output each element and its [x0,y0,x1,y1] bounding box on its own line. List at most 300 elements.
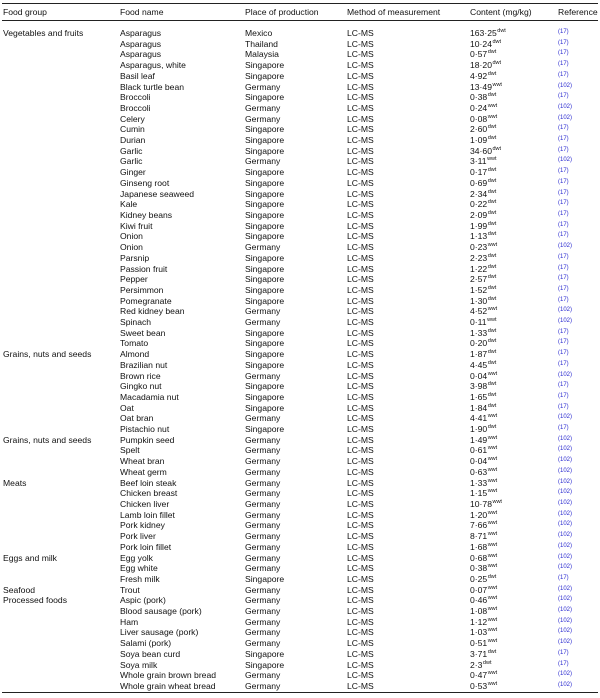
method-cell: LC-MS [347,424,374,435]
method-cell: LC-MS [347,60,374,71]
table-row [0,49,600,60]
place-cell: Singapore [245,381,285,392]
reference-link[interactable]: (102) [558,114,573,121]
header-food-name: Food name [120,7,164,17]
content-unit: wwt [487,606,498,613]
content-value: 2·60 [470,124,488,135]
content-cell [470,253,496,263]
content-unit: dwt [497,28,506,34]
food-name-cell: Garlic [120,156,143,167]
reference-link[interactable]: (17) [558,253,569,260]
reference-link[interactable]: (102) [558,596,573,603]
reference-link[interactable]: (17) [558,360,569,367]
content-value: 1·90 [470,424,488,435]
table-row [0,649,600,660]
food-name-cell: Oat [120,402,134,413]
reference-link[interactable]: (102) [558,553,573,560]
content-unit: dwt [487,209,497,216]
content-cell [470,638,497,648]
reference-link[interactable]: (17) [558,350,569,357]
table-row [0,499,600,510]
place-cell: Germany [245,595,281,606]
reference-link[interactable]: (102) [558,157,573,164]
reference-link[interactable]: (102) [558,457,573,464]
content-value: 1·09 [470,135,488,146]
place-cell: Singapore [245,145,285,156]
content-unit: wwt [487,563,498,570]
food-name-cell: Kiwi fruit [120,220,153,231]
food-group-cell: Vegetables and fruits [3,28,84,38]
food-name-cell: Red kidney bean [120,306,185,317]
reference-link[interactable]: (17) [558,339,569,346]
content-cell [470,317,497,327]
food-name-cell: Passion fruit [120,263,168,274]
content-unit: wwt [487,520,498,527]
food-group-cell: Meats [3,477,27,488]
table-row [0,478,600,489]
content-cell [470,392,496,402]
place-cell: Thailand [245,38,278,49]
reference-link[interactable]: (17) [558,403,569,410]
header-reference: Reference [558,7,598,17]
table-row [0,167,600,178]
content-unit: dwt [487,70,497,77]
reference-link[interactable]: (17) [558,168,569,175]
reference-link[interactable]: (102) [558,617,573,624]
place-cell: Germany [245,638,281,649]
place-cell: Singapore [245,231,285,242]
place-cell: Singapore [245,167,285,178]
content-cell [470,670,497,680]
content-cell [470,606,497,616]
place-cell: Singapore [245,659,285,670]
food-name-cell: Macadamia nut [120,391,179,402]
table-row [0,595,600,606]
table-row [0,124,600,135]
content-cell [470,82,502,92]
reference-link[interactable]: (17) [558,264,569,271]
food-name-cell: Soya bean curd [120,648,181,659]
reference-link[interactable]: (17) [558,146,569,153]
food-name-cell: Pork kidney [120,520,165,531]
method-cell: LC-MS [347,252,374,263]
content-cell [470,456,497,466]
food-name-cell: Japanese seaweed [120,188,195,199]
method-cell: LC-MS [347,670,374,681]
table-row [0,199,600,210]
table-row [0,82,600,93]
method-cell: LC-MS [347,681,374,691]
reference-link[interactable]: (17) [558,125,569,132]
content-unit: dwt [487,92,497,99]
reference-link[interactable]: (17) [558,275,569,282]
content-value: 2·23 [470,252,488,263]
reference-link[interactable]: (17) [558,425,569,432]
reference-link[interactable]: (102) [558,628,573,635]
food-name-cell: Gingko nut [120,381,162,392]
place-cell: Singapore [245,177,285,188]
content-unit: wwt [487,466,498,473]
reference-link[interactable]: (17) [558,232,569,239]
reference-link[interactable]: (102) [558,478,573,485]
content-unit: dwt [487,220,497,227]
content-unit: wwt [487,509,498,516]
reference-link[interactable]: (102) [558,489,573,496]
method-cell: LC-MS [347,445,374,456]
method-cell: LC-MS [347,220,374,231]
table-row [0,424,600,435]
content-unit: wwt [487,541,498,548]
content-unit: wwt [487,584,498,591]
content-value: 10·24 [470,38,492,49]
method-cell: LC-MS [347,477,374,488]
table-row [0,306,600,317]
content-unit: wwt [487,156,497,163]
table-row [0,114,600,125]
table-row [0,638,600,649]
content-cell [470,264,496,274]
reference-link[interactable]: (17) [558,574,569,581]
food-name-cell: Oat bran [120,413,154,424]
method-cell: LC-MS [347,520,374,531]
reference-link[interactable]: (17) [558,221,569,228]
reference-link[interactable]: (102) [558,521,573,528]
reference-link[interactable]: (102) [558,564,573,571]
reference-link[interactable]: (102) [558,243,573,250]
method-cell: LC-MS [347,38,374,49]
content-value: 1·22 [470,263,488,274]
method-cell: LC-MS [347,659,374,670]
content-unit: wwt [487,317,497,324]
reference-link[interactable]: (17) [558,29,569,35]
food-name-cell: Kale [120,199,138,210]
place-cell: Germany [245,413,281,424]
content-unit: dwt [487,338,497,345]
food-name-cell: Wheat bran [120,456,165,467]
content-cell [470,520,497,530]
table-row [0,681,600,692]
food-name-cell: Chicken breast [120,488,178,499]
content-cell [470,274,496,284]
reference-link[interactable]: (102) [558,414,573,421]
content-value: 2·57 [470,274,488,285]
table-row [0,60,600,71]
method-cell: LC-MS [347,648,374,659]
place-cell: Singapore [245,135,285,146]
reference-link[interactable]: (17) [558,210,569,217]
reference-link[interactable]: (102) [558,532,573,539]
content-value: 3·71 [470,648,488,659]
table-row [0,156,600,167]
method-cell: LC-MS [347,135,374,146]
place-cell: Germany [245,466,281,477]
food-name-cell: Chicken liver [120,499,170,510]
content-cell [470,338,496,348]
content-cell [470,189,496,199]
reference-link[interactable]: (102) [558,510,573,517]
content-unit: wwt [487,370,498,377]
content-unit: wwt [487,616,498,623]
content-value: 4·52 [470,306,488,317]
content-cell [470,210,496,220]
content-cell [470,499,502,509]
place-cell: Germany [245,627,281,638]
method-cell: LC-MS [347,509,374,520]
content-unit: dwt [487,274,497,281]
content-value: 3·11 [470,156,487,167]
reference-link[interactable]: (17) [558,189,569,196]
content-unit: wwt [487,531,498,538]
table-row [0,627,600,638]
reference-link[interactable]: (17) [558,136,569,143]
content-unit: dwt [487,424,497,431]
food-name-cell: Onion [120,231,143,242]
place-cell: Singapore [245,424,285,435]
content-unit: wwt [487,627,498,634]
place-cell: Germany [245,563,281,574]
table-row [0,660,600,671]
reference-link[interactable]: (102) [558,639,573,646]
table-row [0,328,600,339]
reference-link[interactable]: (102) [558,82,573,89]
table-row [0,585,600,596]
reference-link[interactable]: (17) [558,392,569,399]
food-name-cell: Black turtle bean [120,81,185,92]
content-value: 0·04 [470,370,488,381]
food-group-cell: Processed foods [3,595,68,606]
place-cell: Singapore [245,220,285,231]
table-row [0,349,600,360]
reference-link[interactable]: (102) [558,318,573,325]
content-value: 0·38 [470,563,488,574]
reference-link[interactable]: (17) [558,93,569,100]
table-row [0,520,600,531]
content-value: 1·03 [470,627,488,638]
content-value: 1·08 [470,606,488,617]
method-cell: LC-MS [347,327,374,338]
reference-link[interactable]: (102) [558,500,573,507]
content-value: 0·08 [470,113,488,124]
method-cell: LC-MS [347,338,374,349]
method-cell: LC-MS [347,584,374,595]
method-cell: LC-MS [347,145,374,156]
food-name-cell: Spelt [120,445,140,456]
food-name-cell: Asparagus, white [120,60,186,71]
content-cell [470,178,496,188]
content-value: 0·17 [470,167,488,178]
content-value: 1·84 [470,402,488,413]
reference-link[interactable]: (17) [558,660,569,667]
content-cell [470,488,497,498]
reference-link[interactable]: (102) [558,435,573,442]
method-cell: LC-MS [347,381,374,392]
reference-link[interactable]: (102) [558,371,573,378]
content-cell [470,71,496,81]
place-cell: Germany [245,606,281,617]
reference-link[interactable]: (17) [558,178,569,185]
content-value: 2·09 [470,209,488,220]
table-row [0,574,600,585]
content-value: 1·49 [470,434,488,445]
method-cell: LC-MS [347,552,374,563]
reference-link[interactable]: (17) [558,296,569,303]
content-unit: wwt [487,102,498,109]
table-row [0,264,600,275]
place-cell: Singapore [245,327,285,338]
reference-link[interactable]: (17) [558,382,569,389]
reference-link[interactable]: (102) [558,542,573,549]
content-cell [470,649,496,659]
content-value: 0·24 [470,102,488,113]
reference-link[interactable]: (102) [558,446,573,453]
method-cell: LC-MS [347,531,374,542]
method-cell: LC-MS [347,541,374,552]
content-value: 0·07 [470,584,488,595]
reference-link[interactable]: (102) [558,307,573,314]
place-cell: Germany [245,509,281,520]
content-cell [470,563,497,573]
content-value: 2·34 [470,188,488,199]
food-group-cell: Grains, nuts and seeds [3,349,92,360]
content-value: 34·60 [470,145,492,156]
place-cell: Germany [245,552,281,563]
content-unit: wwt [487,456,498,463]
food-name-cell: Soya milk [120,659,158,670]
food-name-cell: Salami (pork) [120,638,172,649]
content-value: 10·78 [470,499,492,510]
food-name-cell: Persimmon [120,284,164,295]
reference-link[interactable]: (102) [558,682,573,688]
reference-link[interactable]: (102) [558,607,573,614]
method-cell: LC-MS [347,274,374,285]
place-cell: Singapore [245,573,285,584]
reference-link[interactable]: (102) [558,103,573,110]
place-cell: Singapore [245,60,285,71]
place-cell: Singapore [245,349,285,360]
header-method: Method of measurement [347,7,441,17]
content-value: 0·57 [470,49,488,60]
method-cell: LC-MS [347,391,374,402]
food-name-cell: Pistachio nut [120,424,170,435]
content-value: 4·92 [470,70,488,81]
method-cell: LC-MS [347,284,374,295]
food-group-cell: Grains, nuts and seeds [3,434,92,445]
place-cell: Singapore [245,70,285,81]
content-cell [470,103,497,113]
content-cell [470,285,496,295]
food-name-cell: Liver sausage (pork) [120,627,199,638]
food-name-cell: Pumpkin seed [120,434,175,445]
reference-link[interactable]: (102) [558,467,573,474]
table-row [0,135,600,146]
table-row [0,71,600,82]
method-cell: LC-MS [347,434,374,445]
reference-link[interactable]: (102) [558,671,573,678]
table-row [0,371,600,382]
content-value: 0·23 [470,242,488,253]
reference-link[interactable]: (17) [558,328,569,335]
food-name-cell: Sweet bean [120,327,166,338]
place-cell: Germany [245,156,281,167]
reference-link[interactable]: (17) [558,39,569,46]
method-cell: LC-MS [347,456,374,467]
table-row [0,531,600,542]
place-cell: Singapore [245,359,285,370]
place-cell: Germany [245,584,281,595]
place-cell: Germany [245,102,281,113]
reference-link[interactable]: (17) [558,649,569,656]
content-value: 1·99 [470,220,488,231]
reference-link[interactable]: (102) [558,585,573,592]
food-name-cell: Brown rice [120,370,161,381]
content-value: 1·33 [470,327,488,338]
place-cell: Germany [245,306,281,317]
content-unit: wwt [487,306,498,313]
food-name-cell: Whole grain wheat bread [120,681,216,691]
place-cell: Singapore [245,199,285,210]
reference-link[interactable]: (17) [558,200,569,207]
table-row [0,285,600,296]
food-name-cell: Wheat germ [120,466,167,477]
content-cell [470,231,496,241]
method-cell: LC-MS [347,49,374,60]
content-cell [470,660,491,670]
content-value: 1·20 [470,509,488,520]
method-cell: LC-MS [347,466,374,477]
table-row [0,435,600,446]
place-cell: Germany [245,541,281,552]
content-value: 18·20 [470,60,492,71]
food-name-cell: Broccoli [120,102,151,113]
table-row [0,542,600,553]
food-name-cell: Egg yolk [120,552,153,563]
content-unit: wwt [487,113,498,120]
table-row [0,178,600,189]
place-cell: Germany [245,370,281,381]
table-row [0,467,600,478]
table-row [0,296,600,307]
content-value: 0·04 [470,456,488,467]
place-cell: Germany [245,242,281,253]
place-cell: Singapore [245,402,285,413]
table-row [0,210,600,221]
content-unit: dwt [487,648,497,655]
method-cell: LC-MS [347,102,374,113]
food-group-cell: Eggs and milk [3,552,57,563]
food-name-cell: Basil leaf [120,70,155,81]
method-cell: LC-MS [347,188,374,199]
food-name-cell: Trout [120,584,140,595]
method-cell: LC-MS [347,167,374,178]
food-name-cell: Garlic [120,145,143,156]
reference-link[interactable]: (17) [558,285,569,292]
content-value: 13·49 [470,81,492,92]
reference-link[interactable]: (17) [558,61,569,68]
place-cell: Singapore [245,263,285,274]
content-unit: dwt [487,252,497,259]
reference-link[interactable]: (17) [558,50,569,57]
method-cell: LC-MS [347,242,374,253]
table-row [0,381,600,392]
header-food-group: Food group [3,7,47,17]
reference-link[interactable]: (17) [558,71,569,78]
method-cell: LC-MS [347,638,374,649]
food-name-cell: Onion [120,242,143,253]
content-value: 1·52 [470,284,488,295]
table-row [0,488,600,499]
content-cell [470,617,497,627]
food-group-cell: Seafood [3,584,36,595]
